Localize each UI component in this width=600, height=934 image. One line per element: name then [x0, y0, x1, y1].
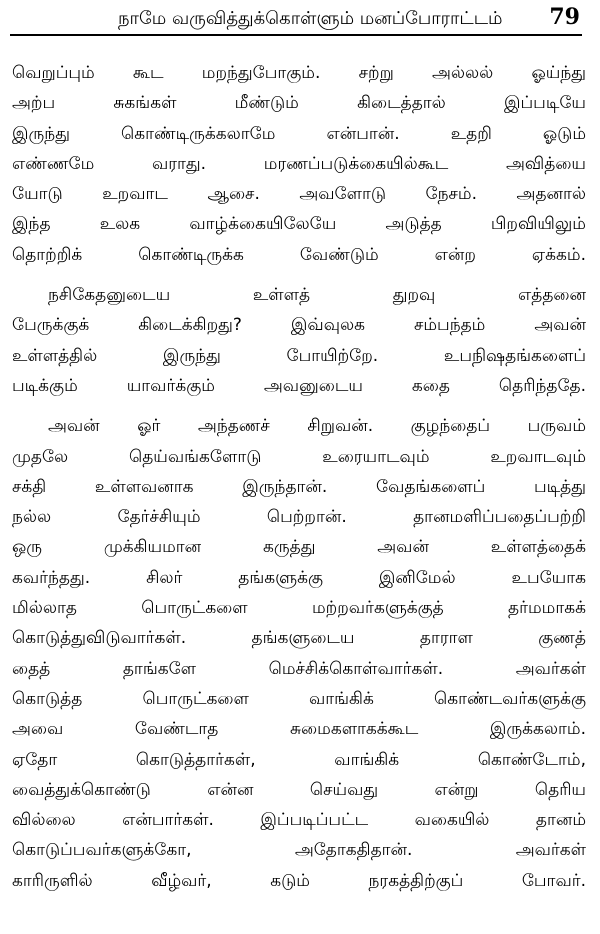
text-line: சக்தி உள்ளவனாக இருந்தான். வேதங்களைப் படித்து [12, 476, 586, 497]
text-line: நல்ல தேர்ச்சியும் பெற்றான். தானமளிப்பதைப்பற்றி [12, 507, 586, 528]
text-line: வெறுப்பும் கூட மறந்துபோகும். சற்று அல்லல் ஓய்ந்து [12, 63, 586, 83]
text-line: வைத்துக்கொண்டு என்ன செய்வது என்று தெரிய [12, 779, 586, 800]
text-line: ஏதோ கொடுத்தார்கள், வாங்கிக் கொண்டோம், [12, 749, 586, 770]
text-line: எண்ணமே வராது. மரணப்படுக்கையில்கூட அவித்யை [12, 153, 586, 174]
text-line: இருந்து கொண்டிருக்கலாமே என்பான். உதறி ஓடும் [12, 123, 586, 144]
body-text [12, 58, 586, 896]
header-title: நாமே வருவித்துக்கொள்ளும் மனப்போராட்டம் [118, 8, 503, 29]
text-line: வில்லை என்பார்கள். இப்படிப்பட்ட வகையில் தானம் [12, 810, 586, 831]
paragraph [12, 280, 586, 401]
text-line: தைத் தாங்களே மெச்சிக்கொள்வார்கள். அவர்கள் [12, 658, 586, 679]
text-line: காரிருளில் வீழ்வர், கடும் நரகத்திற்குப் போவர். [12, 870, 586, 891]
text-line: அற்ப சுகங்கள் மீண்டும் கிடைத்தால் இப்படியே [12, 93, 586, 114]
running-header [10, 6, 582, 36]
paragraph [12, 58, 586, 270]
text-line: இந்த உலக வாழ்க்கையிலேயே அடுத்த பிறவியிலும் [12, 214, 586, 235]
text-line: கவர்ந்தது. சிலர் தங்களுக்கு இனிமேல் உபயோக [12, 567, 586, 588]
text-line: கொடுத்துவிடுவார்கள். தங்களுடைய தாராள குணத் [12, 628, 586, 649]
text-line: அவை வேண்டாத சுமைகளாகக்கூட இருக்கலாம். [12, 719, 586, 740]
text-line: உள்ளத்தில் இருந்து போயிற்றே. உபநிஷதங்களைப் [12, 345, 586, 366]
text-line: கொடுத்த பொருட்களை வாங்கிக் கொண்டவர்களுக்கு [12, 688, 586, 709]
text-line: நசிகேதனுடைய உள்ளத் துறவு எத்தனை [48, 285, 586, 306]
text-line: முதலே தெய்வங்களோடு உரையாடவும் உறவாடவும் [12, 446, 586, 467]
text-line: கொடுப்பவர்களுக்கோ, அதோகதிதான். அவர்கள் [12, 840, 586, 861]
text-line: பேருக்குக் கிடைக்கிறது? இவ்வுலக சம்பந்தம் அவன் [12, 315, 586, 336]
paragraph [12, 411, 586, 896]
text-line: யோடு உறவாட ஆசை. அவளோடு நேசம். அதனால் [12, 184, 586, 205]
page-number: 79 [549, 4, 580, 30]
text-line: அவன் ஓர் அந்தணச் சிறுவன். குழந்தைப் பருவம் [48, 416, 586, 437]
text-line: ஒரு முக்கியமான கருத்து அவன் உள்ளத்தைக் [12, 537, 586, 558]
text-line: மில்லாத பொருட்களை மற்றவர்களுக்குத் தர்மமாகக் [12, 598, 586, 619]
text-line: தொற்றிக் கொண்டிருக்க வேண்டும் என்ற ஏக்கம். [12, 244, 586, 265]
text-line: படிக்கும் யாவர்க்கும் அவனுடைய கதை தெரிந்ததே. [12, 375, 586, 396]
